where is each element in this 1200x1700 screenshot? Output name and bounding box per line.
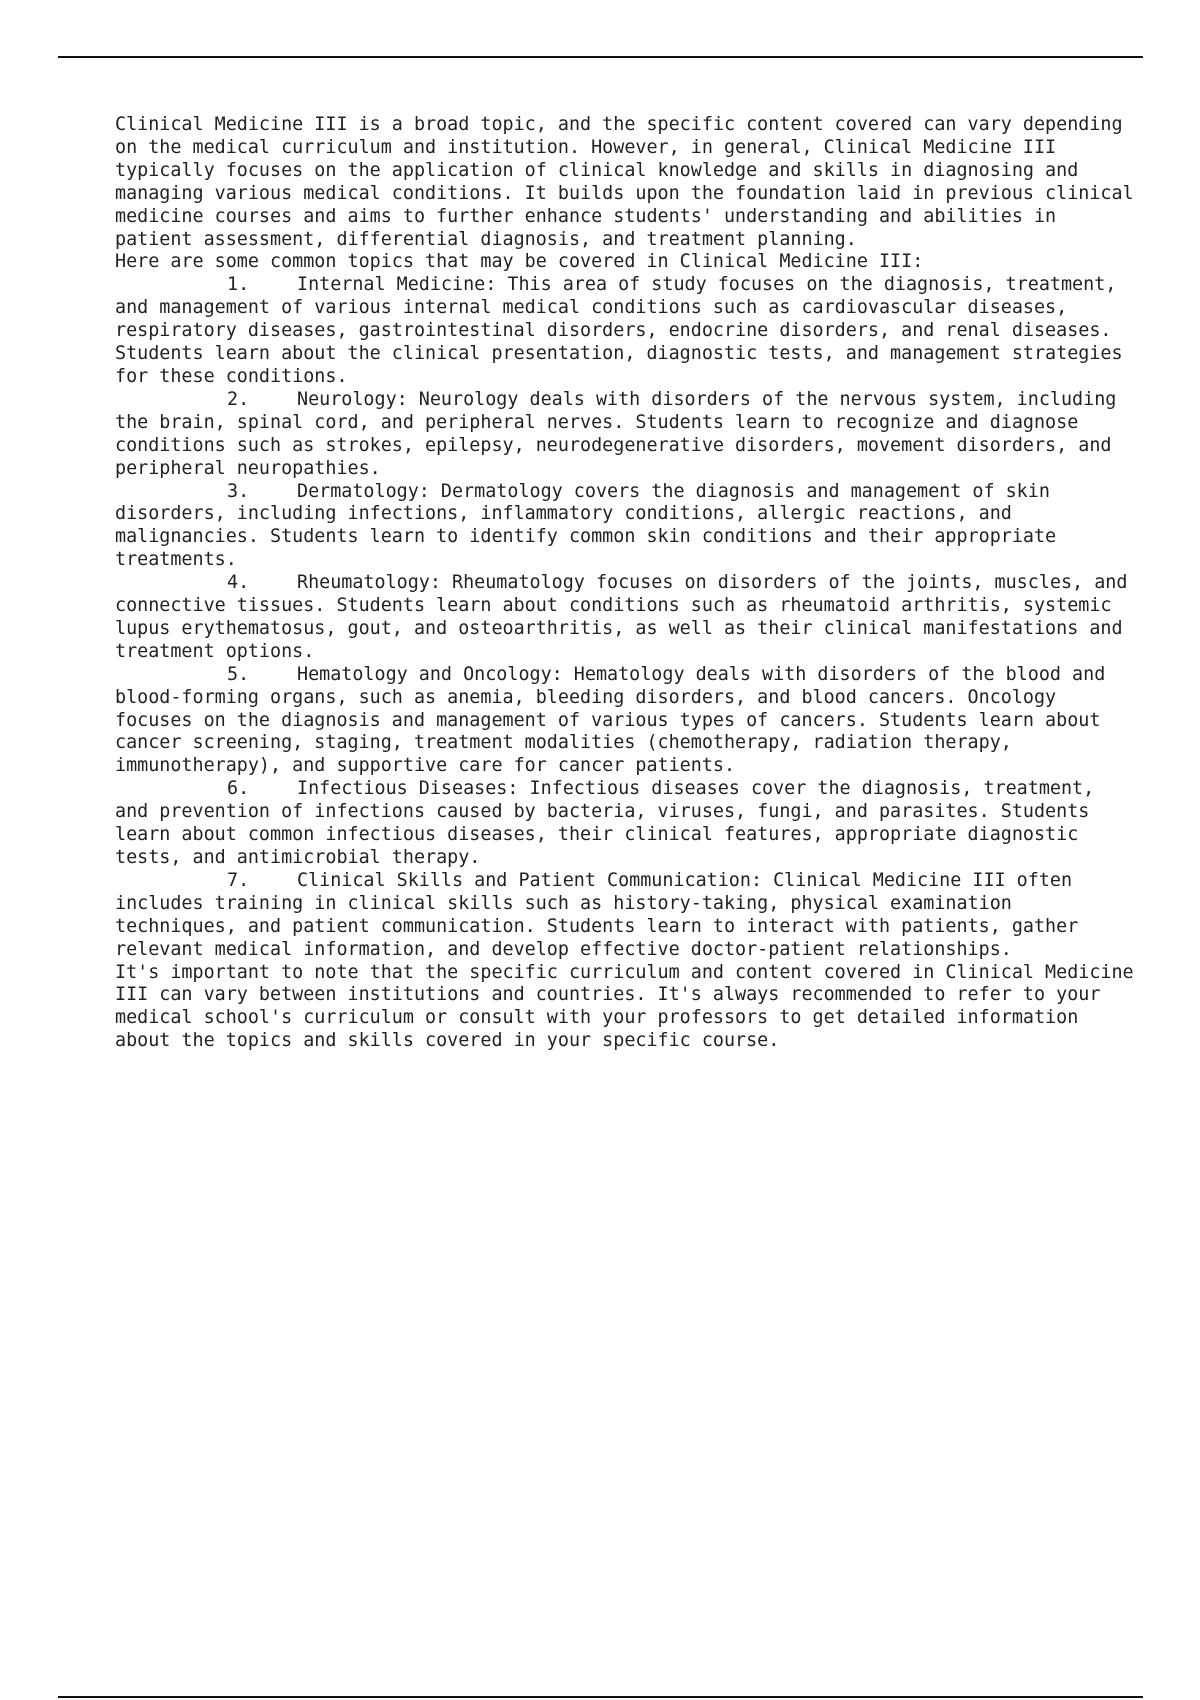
closing-paragraph: It's important to note that the specific curriculum and content covered in Clinical Medicine III can vary between institutions and countries. It's always recommended to refer to your medical school's curriculum or consult with your professors to get detailed information about the topics and skills covered in your specific course. [115, 961, 1134, 1052]
list-item-text: Infectious Diseases: Infectious diseases cover the diagnosis, treatment, and prevention of infections caused by bacteria, viruses, fungi, and parasites. Students learn about common infectious diseases, their clinical features, appropriate diagnostic tests, and antimicrobial therapy. [115, 778, 1095, 868]
document-body [115, 114, 1135, 1053]
list-item-text: Internal Medicine: This area of study focuses on the diagnosis, treatment, and management of various internal medical conditions such as cardiovascular diseases, respiratory diseases, gastrointestinal disorders, endocrine disorders, and renal diseases. Students learn about the clinical presentation, diagnostic tests, and management strategies for these conditions. [115, 274, 1123, 387]
footer-rule [58, 1696, 1143, 1698]
list-item-text: Dermatology: Dermatology covers the diagnosis and management of skin disorders, including infections, inflammatory conditions, allergic reactions, and malignancies. Students learn to identify common skin conditions and their appropriate treatments. [115, 480, 1057, 571]
list-item [115, 572, 1135, 664]
list-item [115, 274, 1135, 389]
list-item-number: 4. [227, 572, 250, 594]
list-item [115, 481, 1135, 573]
list-item-number: 7. [227, 869, 250, 891]
header-rule [58, 56, 1143, 58]
list-item-text: Rheumatology: Rheumatology focuses on disorders of the joints, muscles, and connective tissues. Students learn about conditions such as rheumatoid arthritis, systemic lupus erythematosus, gout, and osteoarthritis, as well as their clinical manifestations and treatment options. [115, 572, 1128, 662]
topics-list [115, 274, 1135, 961]
list-item [115, 870, 1135, 962]
list-item [115, 389, 1135, 481]
list-item [115, 778, 1135, 870]
list-item-number: 3. [227, 480, 250, 502]
list-item-text: Neurology: Neurology deals with disorders of the nervous system, including the brain, spinal cord, and peripheral nerves. Students learn to recognize and diagnose conditions such as strokes, epilepsy, neurodegenerative disorders, movement disorders, and peripheral neuropathies. [115, 388, 1117, 479]
list-item-number: 2. [227, 388, 250, 410]
list-item-text: Clinical Skills and Patient Communication: Clinical Medicine III often includes training in clinical skills such as history-taking, physical examination techniques, and patient communication. Students learn to interact with patients, gather relevant medical information, and develop effective doctor-patient relationships. [115, 869, 1079, 960]
intro-paragraph: Clinical Medicine III is a broad topic, and the specific content covered can vary depending on the medical curriculum and institution. However, in general, Clinical Medicine III typically focuses on the application of clinical knowledge and skills in diagnosing and managing various medical conditions. It builds upon the foundation laid in previous clinical medicine courses and aims to further enhance students' understanding and abilities in patient assessment, differential diagnosis, and treatment planning. [115, 114, 1134, 250]
lead-in-paragraph: Here are some common topics that may be covered in Clinical Medicine III: [115, 251, 924, 273]
list-item-number: 1. [227, 274, 250, 296]
list-item-number: 6. [227, 778, 250, 800]
list-item-text: Hematology and Oncology: Hematology deals with disorders of the blood and blood-forming organs, such as anemia, bleeding disorders, and blood cancers. Oncology focuses on the diagnosis and management of various types of cancers. Students learn about cancer screening, staging, treatment modalities (chemotherapy, radiation therapy, immunotherapy), and supportive care for cancer patients. [115, 663, 1106, 777]
list-item-number: 5. [227, 663, 250, 685]
list-item [115, 664, 1135, 779]
